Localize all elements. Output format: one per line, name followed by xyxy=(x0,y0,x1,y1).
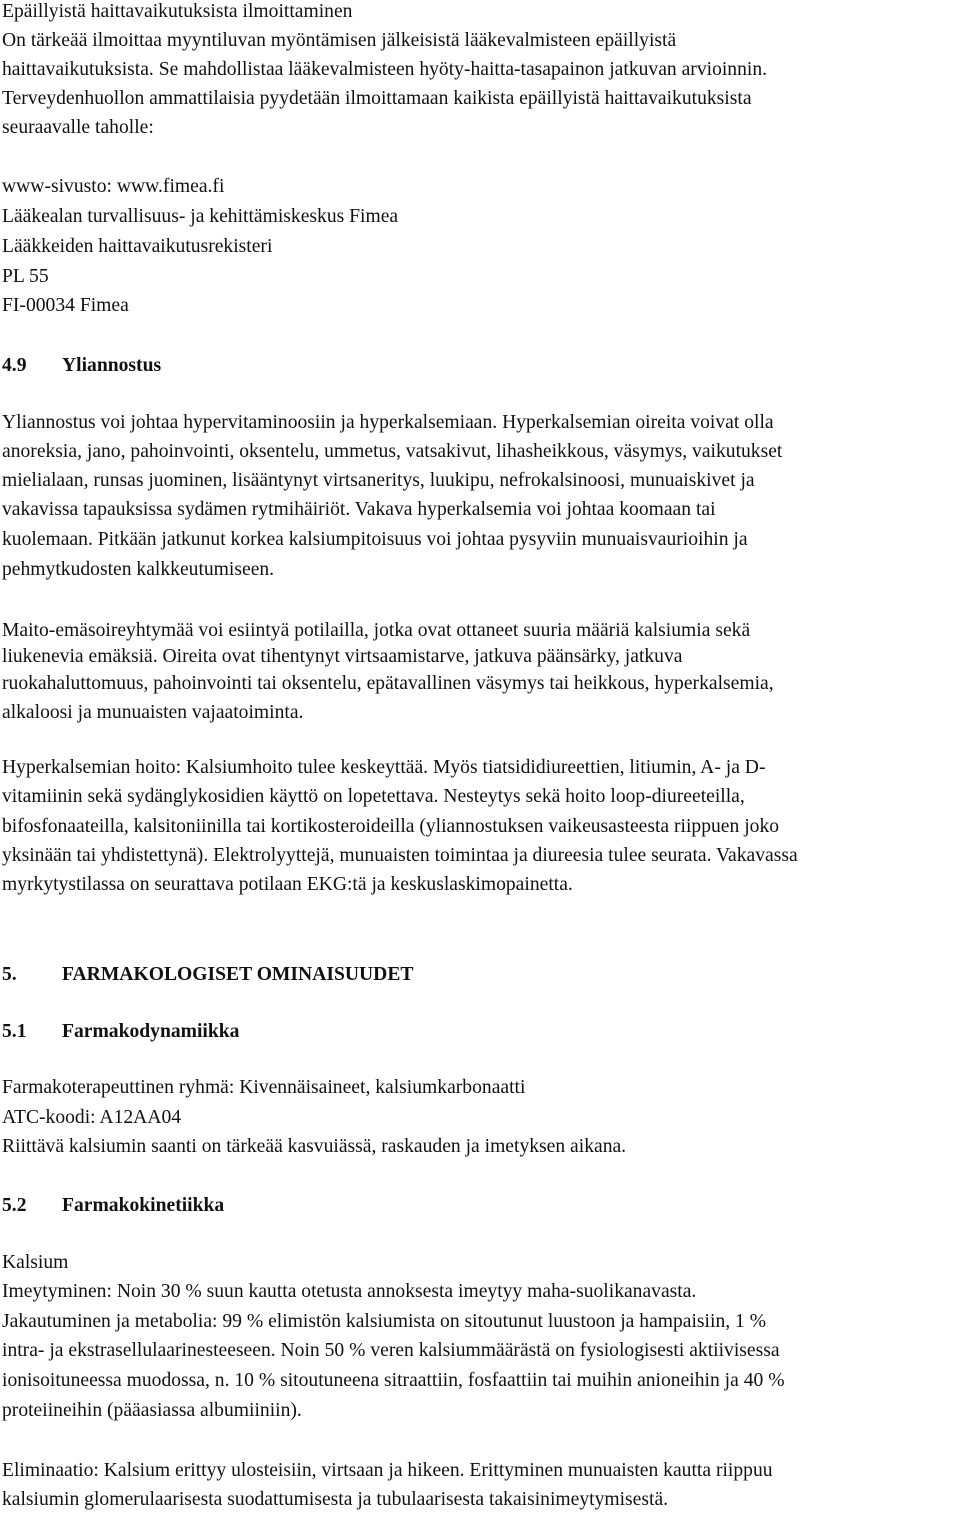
address-line: PL 55 xyxy=(2,266,49,287)
website-line: www-sivusto: www.fimea.fi xyxy=(2,176,225,197)
section-title: Farmakodynamiikka xyxy=(62,1021,240,1042)
paragraph-line: ATC-koodi: A12AA04 xyxy=(2,1107,182,1128)
paragraph-line: seuraavalle taholle: xyxy=(2,117,154,138)
report-heading: Epäillyistä haittavaikutuksista ilmoittaminen xyxy=(2,1,353,22)
paragraph-line: Imeytyminen: Noin 30 % suun kautta otetusta annoksesta imeytyy maha-suolikanavasta. xyxy=(2,1281,697,1302)
paragraph-line: pehmytkudosten kalkkeutumiseen. xyxy=(2,559,275,580)
section-title: Yliannostus xyxy=(62,355,162,376)
paragraph-line: Jakautuminen ja metabolia: 99 % elimistön kalsiumista on sitoutunut luustoon ja hampaisiin, 1 % xyxy=(2,1311,767,1332)
paragraph-line: alkaloosi ja munuaisten vajaatoiminta. xyxy=(2,702,304,723)
section-heading xyxy=(2,1020,239,1044)
paragraph-line: proteiineihin (pääasiassa albumiiniin). xyxy=(2,1400,302,1421)
subheading: Kalsium xyxy=(2,1252,69,1273)
paragraph-line: Maito-emäsoireyhtymää voi esiintyä potilailla, jotka ovat ottaneet suuria määriä kalsiumia sekä xyxy=(2,620,751,641)
paragraph-line: Farmakoterapeuttinen ryhmä: Kivennäisaineet, kalsiumkarbonaatti xyxy=(2,1077,526,1098)
paragraph-line: haittavaikutuksista. Se mahdollistaa lääkevalmisteen hyöty-haitta-tasapainon jatkuvan arvioinnin. xyxy=(2,59,768,80)
section-heading xyxy=(2,1194,224,1218)
paragraph-line: ionisoituneessa muodossa, n. 10 % sitoutuneena sitraattiin, fosfaattiin tai muihin anioneihin ja 40 % xyxy=(2,1370,785,1391)
paragraph-line: bifosfonaateilla, kalsitoniinilla tai kortikosteroideilla (yliannostuksen vaikeusasteesta riippuen joko xyxy=(2,816,780,837)
section-number: 5.2 xyxy=(2,1195,27,1216)
section-title: FARMAKOLOGISET OMINAISUUDET xyxy=(62,964,414,985)
paragraph-line: kalsiumin glomerulaarisesta suodattumisesta ja tubulaarisesta takaisinimeytymisestä. xyxy=(2,1489,669,1510)
section-title: Farmakokinetiikka xyxy=(62,1195,225,1216)
paragraph-line: Terveydenhuollon ammattilaisia pyydetään ilmoittamaan kaikista epäillyistä haittavaikutuksista xyxy=(2,88,752,109)
section-heading xyxy=(2,963,413,987)
paragraph-line: ruokahaluttomuus, pahoinvointi tai oksentelu, epätavallinen väsymys tai heikkous, hyperkalsemia, xyxy=(2,673,774,694)
paragraph-line: liukenevia emäksiä. Oireita ovat tihentynyt virtsaamistarve, jatkuva päänsärky, jatkuva xyxy=(2,646,683,667)
address-line: Lääkkeiden haittavaikutusrekisteri xyxy=(2,236,273,257)
paragraph-line: myrkytystilassa on seurattava potilaan EKG:tä ja keskuslaskimopainetta. xyxy=(2,874,573,895)
paragraph-line: vakavissa tapauksissa sydämen rytmihäiriöt. Vakava hyperkalsemia voi johtaa koomaan tai xyxy=(2,499,716,520)
section-number: 5.1 xyxy=(2,1021,27,1042)
address-line: FI-00034 Fimea xyxy=(2,295,129,316)
paragraph-line: vitamiinin sekä sydänglykosidien käyttö on lopetettava. Nesteytys sekä hoito loop-diureeteilla, xyxy=(2,786,745,807)
paragraph-line: Eliminaatio: Kalsium erittyy ulosteisiin, virtsaan ja hikeen. Erittyminen munuaisten kautta riippuu xyxy=(2,1460,773,1481)
paragraph-line: intra- ja ekstrasellulaarinesteeseen. Noin 50 % veren kalsiummäärästä on fysiologisesti aktiivisessa xyxy=(2,1340,780,1361)
paragraph-line: mielialaan, runsas juominen, lisääntynyt virtsaneritys, luukipu, nefrokalsinoosi, munuaiskivet ja xyxy=(2,470,755,491)
section-number: 5. xyxy=(2,964,17,985)
paragraph-line: yksinään tai yhdistettynä). Elektrolyyttejä, munuaisten toimintaa ja diureesia tulee seurata. Vakavassa xyxy=(2,845,798,866)
paragraph-line: anoreksia, jano, pahoinvointi, oksentelu, ummetus, vatsakivut, lihasheikkous, väsymys, vaikutukset xyxy=(2,441,783,462)
section-number: 4.9 xyxy=(2,355,27,376)
section-heading xyxy=(2,354,161,378)
paragraph-line: Riittävä kalsiumin saanti on tärkeää kasvuiässä, raskauden ja imetyksen aikana. xyxy=(2,1136,627,1157)
paragraph-line: Hyperkalsemian hoito: Kalsiumhoito tulee keskeyttää. Myös tiatsididiureettien, litiumin, A- ja D- xyxy=(2,757,766,778)
paragraph-line: Yliannostus voi johtaa hypervitaminoosiin ja hyperkalsemiaan. Hyperkalsemian oireita voivat olla xyxy=(2,412,774,433)
address-line: Lääkealan turvallisuus- ja kehittämiskeskus Fimea xyxy=(2,206,399,227)
paragraph-line: On tärkeää ilmoittaa myyntiluvan myöntämisen jälkeisistä lääkevalmisteen epäillyistä xyxy=(2,30,677,51)
paragraph-line: kuolemaan. Pitkään jatkunut korkea kalsiumpitoisuus voi johtaa pysyviin munuaisvaurioihin ja xyxy=(2,529,748,550)
